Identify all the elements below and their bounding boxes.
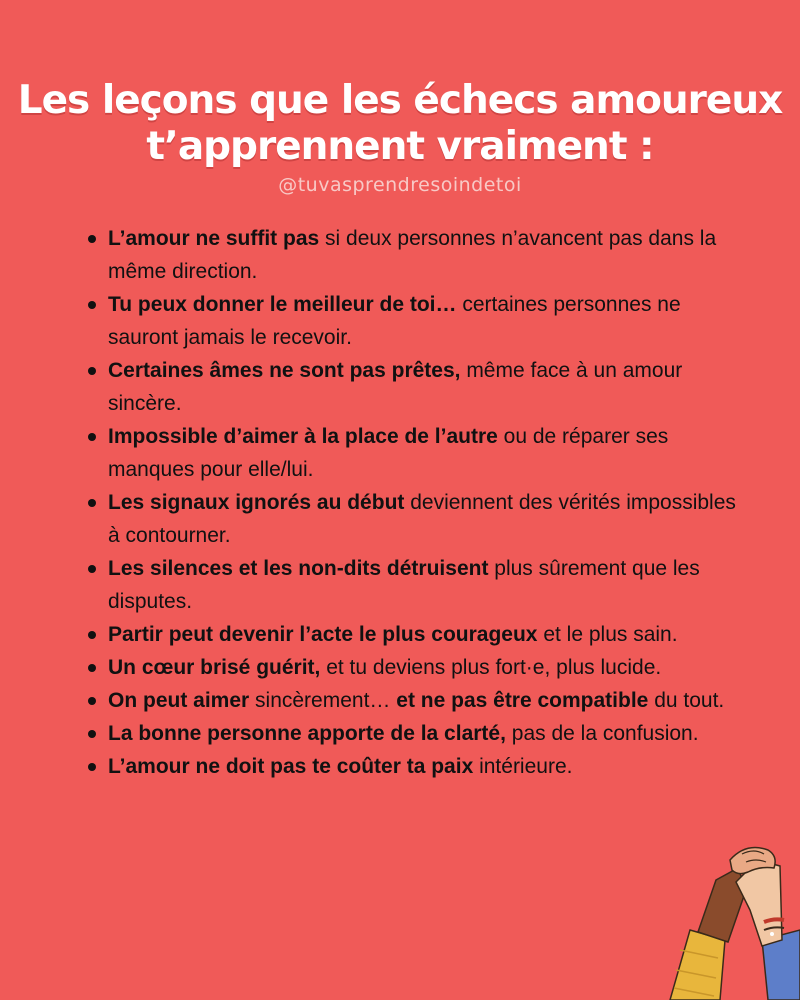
list-item (108, 618, 748, 651)
list-item (108, 651, 748, 684)
lesson-text: si deux personnes n’avancent pas dans la même direction. (108, 227, 717, 283)
lesson-text: et le plus sain. (537, 623, 678, 646)
list-item (108, 222, 748, 288)
lesson-bold: Les silences et les non-dits détruisent (108, 557, 489, 580)
lesson-bold: Certaines âmes ne sont pas prêtes, (108, 359, 461, 382)
lesson-bold: On peut aimer (108, 689, 250, 712)
lesson-bold: La bonne personne apporte de la clarté, (108, 722, 506, 745)
lesson-text: plus sûrement que les disputes. (108, 557, 700, 613)
lesson-text: deviennent des vérités impossibles à contourner. (108, 491, 736, 547)
lesson-text: même face à un amour sincère. (108, 359, 683, 415)
list-item (108, 750, 748, 783)
lesson-text: certaines personnes ne sauront jamais le recevoir. (108, 293, 681, 349)
list-item (108, 684, 748, 717)
lesson-text: pas de la confusion. (505, 722, 699, 745)
title-line-1: Les leçons que les échecs amoureux (17, 78, 783, 124)
list-item (108, 717, 748, 750)
title-line-2: t’apprennent vraiment : (146, 124, 654, 170)
lesson-bold: L’amour ne doit pas te coûter ta paix (108, 755, 474, 778)
page-title (0, 78, 800, 170)
list-item (108, 288, 748, 354)
lesson-bold: Les signaux ignorés au début (108, 491, 405, 514)
author-handle: @tuvasprendresoindetoi (278, 174, 522, 196)
lesson-text: intérieure. (473, 755, 573, 778)
lesson-bold: Tu peux donner le meilleur de toi… (108, 293, 457, 316)
lesson-text: sincèrement… (249, 689, 397, 712)
lesson-bold: L’amour ne suffit pas (108, 227, 320, 250)
list-item (108, 354, 748, 420)
lesson-text-2: du tout. (648, 689, 725, 712)
list-item (108, 552, 748, 618)
lesson-bold-2: et ne pas être compatible (396, 689, 649, 712)
lesson-bold: Impossible d’aimer à la place de l’autre (108, 425, 498, 448)
holding-hands-icon (650, 820, 800, 1000)
lesson-bold: Partir peut devenir l’acte le plus courageux (108, 623, 538, 646)
list-item (108, 420, 748, 486)
lesson-bold: Un cœur brisé guérit, (108, 656, 321, 679)
lesson-text: ou de réparer ses manques pour elle/lui. (108, 425, 669, 481)
list-item (108, 486, 748, 552)
lesson-text: et tu deviens plus fort·e, plus lucide. (320, 656, 662, 679)
lessons-list (108, 222, 748, 783)
